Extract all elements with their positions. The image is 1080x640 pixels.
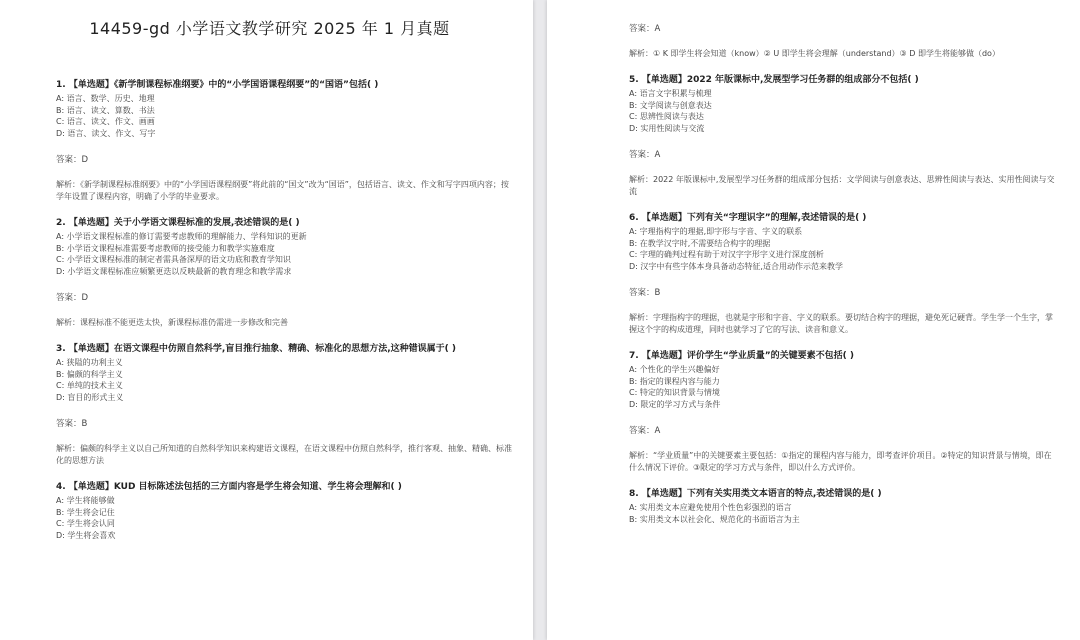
option-d: D: 汉字中有些字体本身具备动态特征,适合用动作示范来教学 (629, 261, 843, 271)
option-b: B: 实用类文本以社会化、规范化的书面语言为主 (629, 514, 800, 524)
option-c: C: 思辨性阅读与表达 (629, 112, 704, 121)
option-a: A: 小学语文课程标准的修订需要考虑教师的理解能力、学科知识的更新 (56, 232, 307, 241)
document-title: 14459-gd 小学语文教学研究 2025 年 1 月真题 (89, 19, 450, 38)
option-c: C: 语言、读文、作文、画画 (56, 117, 155, 126)
question-stem: 7. 【单选题】评价学生“学业质量”的关键要素不包括( ) (629, 351, 855, 361)
option-c: C: 字理的确判过程有助于对汉字字形字义进行深度剖析 (629, 250, 824, 259)
option-a: A: 个性化的学生兴趣偏好 (629, 365, 720, 374)
question-stem: 3. 【单选题】在语文课程中仿照自然科学,盲目推行抽象、精确、标准化的思想方法,这种错误属于( ) (56, 344, 457, 354)
question-stem: 8. 【单选题】下列有关实用类文本语言的特点,表述错误的是( ) (629, 489, 882, 499)
option-a: A: 字理指构字的理据,即字形与字音、字义的联系 (629, 227, 803, 236)
option-b: B: 指定的课程内容与能力 (629, 376, 720, 386)
option-b: B: 小学语文课程标准需要考虑教师的接受能力和教学实施难度 (56, 243, 275, 253)
document-page-right (547, 0, 1080, 640)
document-page-left (0, 0, 533, 640)
question-6 (629, 212, 1058, 336)
answer: 答案：B (629, 288, 661, 298)
question-2 (56, 217, 513, 329)
question-stem: 6. 【单选题】下列有关“字理识字”的理解,表述错误的是( ) (629, 213, 867, 223)
question-1 (56, 79, 513, 203)
question-stem: 2. 【单选题】关于小学语文课程标准的发展,表述错误的是( ) (56, 218, 300, 228)
option-d: D: 小学语文课程标准应频繁更迭以反映最新的教育理念和教学需求 (56, 266, 292, 276)
explanation: 解析：① K 即学生将会知道（know）② U 即学生将会理解（understand）③ D 即学生将能够做（do） (629, 49, 1000, 58)
option-c: C: 小学语文课程标准的制定者需具备深厚的语文功底和教育学知识 (56, 255, 291, 264)
option-a: A: 学生将能够做 (56, 496, 115, 505)
option-b: B: 在教学汉字时,不需要结合构字的理据 (629, 238, 771, 248)
option-d: D: 学生将会喜欢 (56, 530, 116, 540)
option-d: D: 盲目的形式主义 (56, 392, 124, 402)
answer: 答案：D (56, 293, 89, 303)
option-a: A: 实用类文本应避免使用个性色彩强烈的语言 (629, 503, 792, 512)
answer: 答案：A (629, 150, 661, 160)
explanation: 解析：字理指构字的理据，也就是字形和字音、字义的联系。要切结合构字的理据，避免死记硬背。学生学一个生字，掌握这个字的构成道理，同时也就学习了它的写法、读音和意义。 (629, 313, 1053, 334)
option-d: D: 实用性阅读与交流 (629, 123, 705, 133)
answer: 答案：B (56, 419, 88, 429)
option-c: C: 特定的知识背景与情境 (629, 388, 720, 397)
question-3 (56, 343, 513, 467)
option-a: A: 语言文字积累与梳理 (629, 89, 712, 98)
option-b: B: 偏颇的科学主义 (56, 369, 123, 379)
option-a: A: 语言、数学、历史、地理 (56, 94, 155, 103)
option-a: A: 狭隘的功利主义 (56, 358, 123, 367)
question-5 (629, 74, 1058, 198)
explanation: 解析：2022 年版课标中,发展型学习任务群的组成部分包括：文学阅读与创意表达、思辨性阅读与表达、实用性阅读与交流 (629, 175, 1055, 196)
option-b: B: 文学阅读与创意表达 (629, 100, 712, 110)
option-d: D: 语言、读文、作文、写字 (56, 128, 156, 138)
question-4 (56, 481, 513, 541)
explanation: 解析：课程标准不能更迭太快，新课程标准仍需进一步修改和完善 (56, 318, 288, 327)
answer: 答案：A (629, 426, 661, 436)
question-8 (629, 488, 1058, 525)
explanation: 解析：《新学制课程标准纲要》中的“小学国语课程纲要”将此前的“国文”改为“国语”，包括语言、读文、作文和写字四项内容；按学年设置了课程内容，明确了小学的毕业要求。 (56, 180, 509, 201)
question-stem: 4. 【单选题】KUD 目标陈述法包括的三方面内容是学生将会知道、学生将会理解和( ) (56, 482, 402, 492)
option-c: C: 单纯的技术主义 (56, 381, 123, 390)
question-7 (629, 350, 1058, 474)
option-b: B: 语言、读文、算数、书法 (56, 105, 155, 115)
answer: 答案：D (56, 155, 89, 165)
option-c: C: 学生将会认同 (56, 519, 115, 528)
question-stem: 5. 【单选题】2022 年版课标中,发展型学习任务群的组成部分不包括( ) (629, 75, 919, 85)
explanation: 解析：偏颇的科学主义以自己所知道的自然科学知识来构建语文课程，在语文课程中仿照自然科学，推行客观、抽象、精确、标准化的思想方法 (56, 444, 512, 465)
explanation: 解析：“学业质量”中的关键要素主要包括：①指定的课程内容与能力，即考查评价项目。②特定的知识背景与情境，即在什么情况下评价。③限定的学习方式与条件，即以什么方式评价。 (629, 451, 1052, 472)
question-stem: 1. 【单选题】《新学制课程标准纲要》中的“小学国语课程纲要”的“国语”包括( ) (56, 80, 379, 90)
answer: 答案：A (629, 24, 661, 34)
option-b: B: 学生将会记住 (56, 507, 115, 517)
option-d: D: 限定的学习方式与条件 (629, 399, 721, 409)
